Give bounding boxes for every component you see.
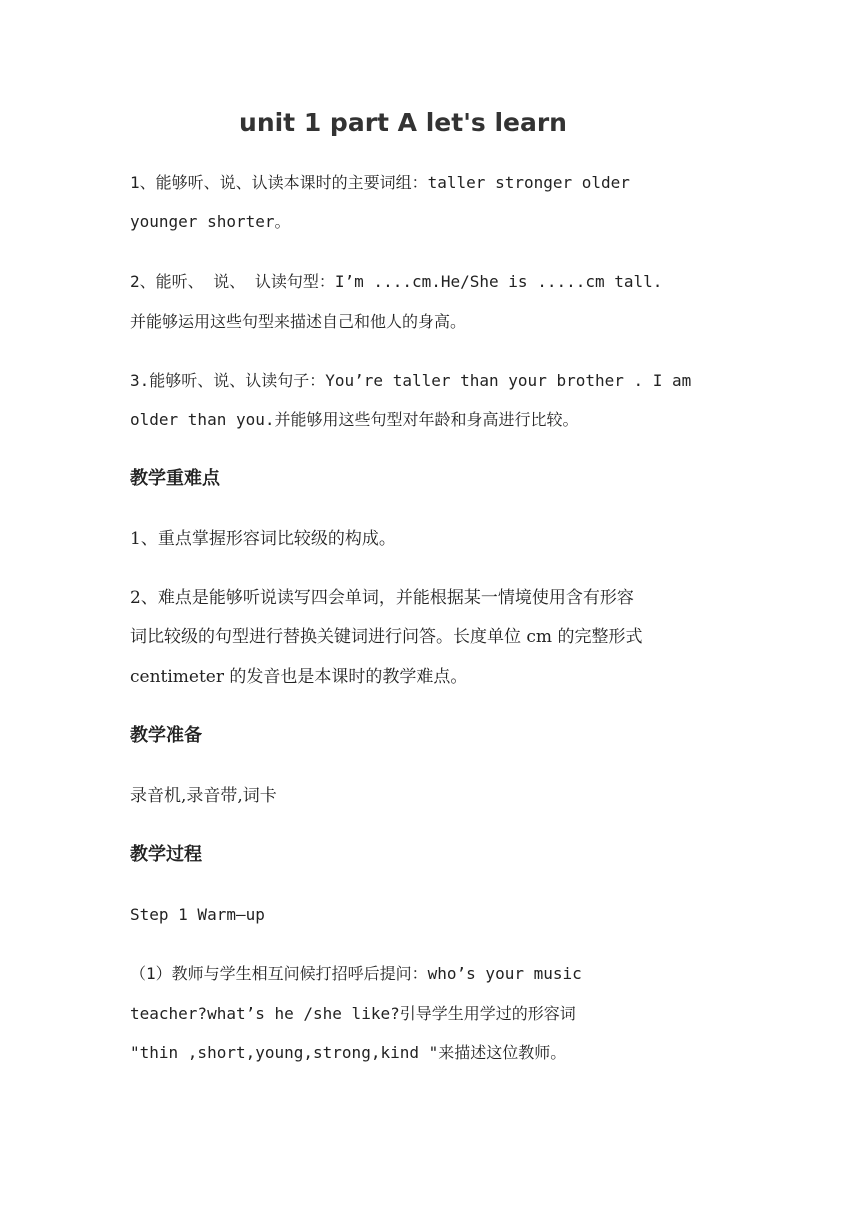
key-point-1: 1、重点掌握形容词比较级的构成。 xyxy=(130,529,396,549)
key-points-heading: 教学重难点 xyxy=(130,468,220,489)
step-1-line-3: "thin ,short,young,strong,kind "来描述这位教师。 xyxy=(130,1043,567,1062)
key-point-2-line-2: 词比较级的句型进行替换关键词进行问答。长度单位 cm 的完整形式 xyxy=(130,627,643,647)
objective-3-line-2: older than you.并能够用这些句型对年龄和身高进行比较。 xyxy=(130,410,579,429)
step-1-line-2: teacher?what’s he /she like?引导学生用学过的形容词 xyxy=(130,1004,576,1023)
objective-2-line-2: 并能够运用这些句型来描述自己和他人的身高。 xyxy=(130,312,467,331)
objective-1-line-2: younger shorter。 xyxy=(130,212,291,231)
document-title: unit 1 part A let's learn xyxy=(239,108,567,137)
key-point-2-line-1: 2、难点是能够听说读写四会单词，并能根据某一情境使用含有形容 xyxy=(130,588,634,608)
preparation-heading: 教学准备 xyxy=(130,725,202,746)
objective-1-line-1: 1、能够听、说、认读本课时的主要词组：taller stronger older xyxy=(130,173,630,192)
key-point-2-line-3: centimeter 的发音也是本课时的教学难点。 xyxy=(130,667,468,687)
objective-2-line-1: 2、能听、 说、 认读句型：I’m ....cm.He/She is .....cm tall. xyxy=(130,272,663,291)
preparation-items: 录音机,录音带,词卡 xyxy=(130,786,277,806)
objective-3-line-1: 3.能够听、说、认读句子：You’re taller than your brother . I am xyxy=(130,371,692,390)
step-1-line-1: （1）教师与学生相互问候打招呼后提问：who’s your music xyxy=(130,964,582,983)
process-heading: 教学过程 xyxy=(130,844,202,865)
step-1-title: Step 1 Warm—up xyxy=(130,905,265,924)
